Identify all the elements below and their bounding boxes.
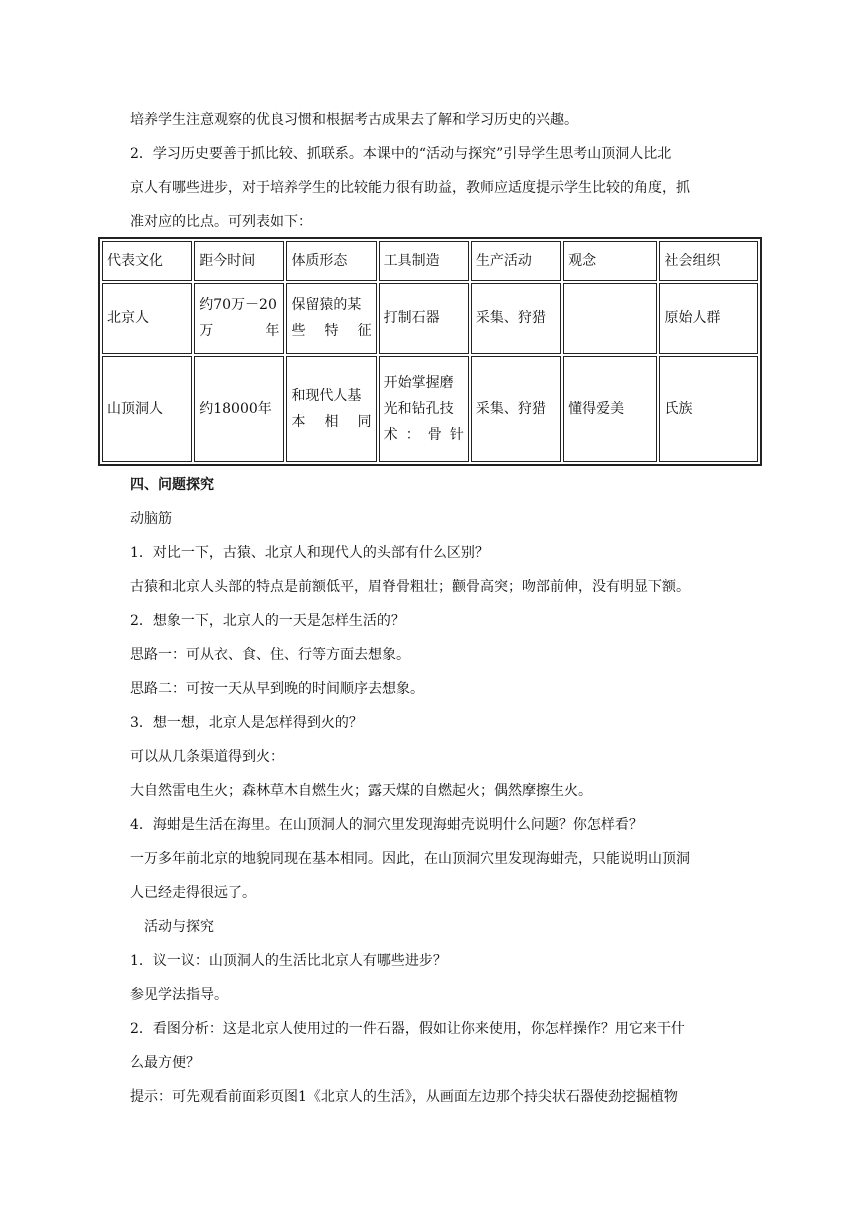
- table-row: [102, 283, 758, 354]
- answer-line: 古猿和北京人头部的特点是前额低平，眉脊骨粗壮；颧骨高突；吻部前伸，没有明显下额。: [130, 579, 690, 595]
- paragraph-line: 京人有哪些进步，对于培养学生的比较能力很有助益，教师应适度提示学生比较的角度，抓: [130, 180, 690, 196]
- paragraph-line: 2．学习历史要善于抓比较、抓联系。本课中的“活动与探究”引导学生思考山顶洞人比北: [130, 146, 672, 162]
- table-cell: 约70万－20万年: [194, 283, 284, 354]
- question-line: 么最方便？: [130, 1055, 200, 1071]
- table-header-cell: 观念: [563, 241, 657, 281]
- table-cell: 山顶洞人: [102, 356, 192, 462]
- table-cell: 懂得爱美: [563, 356, 657, 462]
- question-line: 2．看图分析：这是北京人使用过的一件石器，假如让你来使用，你怎样操作？用它来干什: [130, 1021, 685, 1037]
- comparison-table: [98, 237, 762, 466]
- table-header-row: [102, 241, 758, 281]
- table-header-cell: 代表文化: [102, 241, 192, 281]
- paragraph-line: 培养学生注意观察的优良习惯和根据考古成果去了解和学习历史的兴趣。: [130, 112, 578, 128]
- answer-line: 参见学法指导。: [130, 987, 228, 1003]
- table-header-cell: 距今时间: [194, 241, 284, 281]
- answer-line: 大自然雷电生火；森林草木自燃生火；露天煤的自燃起火；偶然摩擦生火。: [130, 783, 592, 799]
- table-header-cell: 生产活动: [471, 241, 561, 281]
- answer-line: 一万多年前北京的地貌同现在基本相同。因此，在山顶洞穴里发现海蚶壳，只能说明山顶洞: [130, 851, 690, 867]
- table-cell: 打制石器: [379, 283, 469, 354]
- question-line: 1．议一议：山顶洞人的生活比北京人有哪些进步？: [130, 953, 447, 969]
- answer-line: 可以从几条渠道得到火：: [130, 749, 284, 765]
- table-cell: 开始掌握磨光和钻孔技术：骨针: [379, 356, 469, 462]
- answer-line: 提示：可先观看前面彩页图1《北京人的生活》，从画面左边那个持尖状石器使劲挖掘植物: [130, 1089, 678, 1105]
- answer-line: 人已经走得很远了。: [130, 885, 256, 901]
- table-cell: 北京人: [102, 283, 192, 354]
- paragraph-line: 准对应的比点。可列表如下：: [130, 214, 312, 230]
- question-line: 1．对比一下，古猿、北京人和现代人的头部有什么区别？: [130, 545, 489, 561]
- answer-line: 思路一：可从衣、食、住、行等方面去想象。: [130, 647, 410, 663]
- table-cell: 采集、狩猎: [471, 356, 561, 462]
- table-cell: 约18000年: [194, 356, 284, 462]
- answer-line: 思路二：可按一天从早到晚的时间顺序去想象。: [130, 681, 424, 697]
- question-line: 2．想象一下，北京人的一天是怎样生活的？: [130, 613, 405, 629]
- table-header-cell: 体质形态: [286, 241, 376, 281]
- section-heading: 四、问题探究: [130, 477, 214, 493]
- table-cell: 采集、狩猎: [471, 283, 561, 354]
- subheading: 活动与探究: [144, 919, 214, 935]
- table-cell: 氏族: [659, 356, 758, 462]
- table-header-cell: 工具制造: [379, 241, 469, 281]
- subheading: 动脑筋: [130, 511, 172, 527]
- table-cell: 保留猿的某些特征: [286, 283, 376, 354]
- table-cell: 和现代人基本相同: [286, 356, 376, 462]
- table-cell: [563, 283, 657, 354]
- table-row: [102, 356, 758, 462]
- question-line: 4．海蚶是生活在海里。在山顶洞人的洞穴里发现海蚶壳说明什么问题？你怎样看？: [130, 817, 643, 833]
- table-header-cell: 社会组织: [659, 241, 758, 281]
- question-line: 3．想一想，北京人是怎样得到火的？: [130, 715, 363, 731]
- table-cell: 原始人群: [659, 283, 758, 354]
